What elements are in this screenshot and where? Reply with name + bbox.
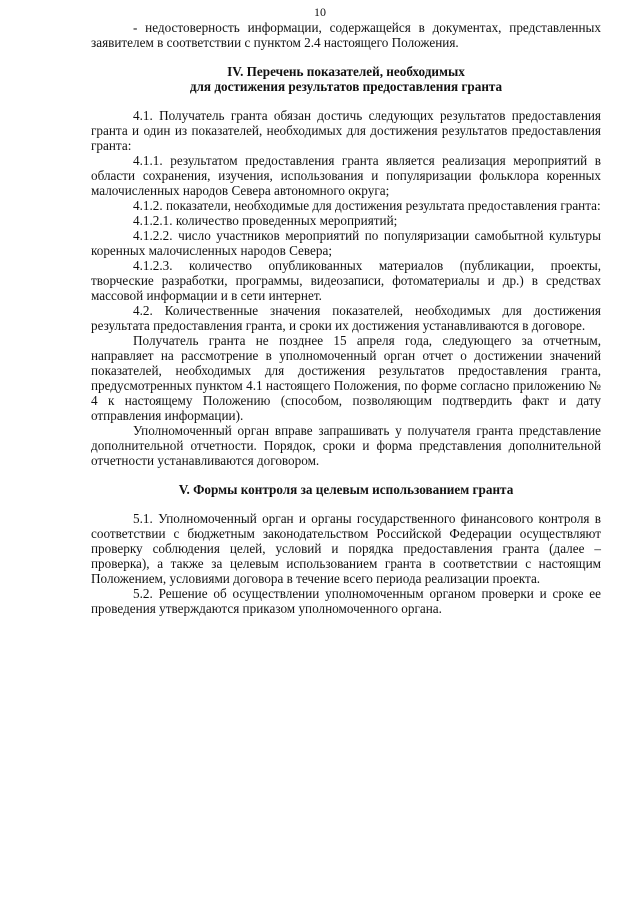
document-body [91, 20, 601, 616]
paragraph-4-1: 4.1. Получатель гранта обязан достичь следующих результатов предоставления гранта и один из показателей, необходимых для достижения результатов предоставления гранта: [91, 108, 601, 153]
paragraph-4-1-2-3: 4.1.2.3. количество опубликованных материалов (публикации, проекты, творческие разработки, программы, видеозаписи, фотоматериалы и др.) в средствах массовой информации и в сети интернет. [91, 258, 601, 303]
section-4-title-line-2: для достижения результатов предоставления гранта [189, 79, 503, 94]
paragraph-4-2: 4.2. Количественные значения показателей, необходимых для достижения результата предоставления гранта, и сроки их достижения устанавливаются в договоре. [91, 303, 601, 333]
paragraph-4-1-2-1: 4.1.2.1. количество проведенных мероприятий; [133, 213, 398, 228]
paragraph-report-deadline: Получатель гранта не позднее 15 апреля года, следующего за отчетным, направляет на рассмотрение в уполномоченный орган отчет о достижении значений показателей, необходимых для достижения результатов предоставления гранта, предусмотренных пунктом 4.1 настоящего Положения, по форме согласно приложению № 4 к настоящему Положению (способом, позволяющим подтвердить факт и дату отправления информации). [91, 333, 601, 423]
intro-paragraph: - недостоверность информации, содержащейся в документах, представленных заявителем в соответствии с пунктом 2.4 настоящего Положения. [91, 20, 601, 50]
paragraph-4-1-1: 4.1.1. результатом предоставления гранта является реализация мероприятий в области сохранения, изучения, использования и популяризации фольклора коренных малочисленных народов Севера автономного округа; [91, 153, 601, 198]
paragraph-5-2: 5.2. Решение об осуществлении уполномоченным органом проверки и сроке ее проведения утверждаются приказом уполномоченного органа. [91, 586, 601, 616]
paragraph-4-1-2: 4.1.2. показатели, необходимые для достижения результата предоставления гранта: [133, 198, 601, 213]
section-4-title [91, 64, 601, 94]
page-number: 10 [314, 5, 326, 19]
section-4-title-line-1: IV. Перечень показателей, необходимых [227, 64, 465, 79]
paragraph-5-1: 5.1. Уполномоченный орган и органы государственного финансового контроля в соответствии с бюджетным законодательством Российской Федерации осуществляют проверку соблюдения целей, условий и порядка предоставления гранта (далее – проверка), а также за целевым использованием гранта в соответствии с настоящим Положением, условиями договора в течение всего периода реализации проекта. [91, 511, 601, 586]
paragraph-additional-reporting: Уполномоченный орган вправе запрашивать у получателя гранта представление дополнительной отчетности. Порядок, сроки и форма представления дополнительной отчетности устанавливаются договором. [91, 423, 601, 468]
section-5-title: V. Формы контроля за целевым использованием гранта [178, 482, 514, 497]
paragraph-4-1-2-2: 4.1.2.2. число участников мероприятий по популяризации самобытной культуры коренных малочисленных народов Севера; [91, 228, 601, 258]
